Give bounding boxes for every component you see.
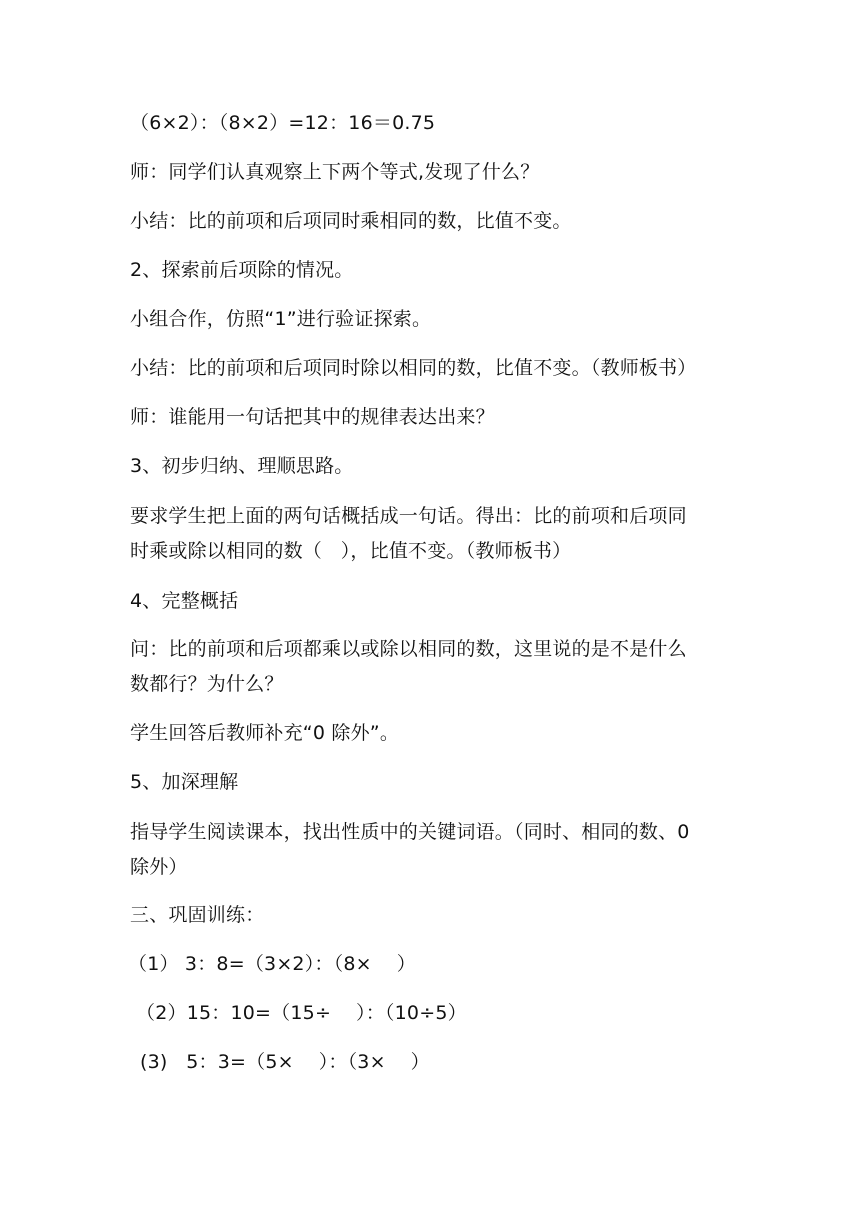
exercise-3: (3) 5：3=（5× ）：（3× ） xyxy=(140,1051,430,1073)
teacher-prompt: 师：谁能用一句话把其中的规律表达出来？ xyxy=(130,406,495,428)
section-heading-practice: 三、巩固训练： xyxy=(130,904,265,926)
question-line: 数都行？为什么？ xyxy=(130,673,284,695)
paragraph-line: 要求学生把上面的两句话概括成一句话。得出：比的前项和后项同 xyxy=(130,505,687,527)
equation-line: （6×2）：（8×2）=12：16＝0.75 xyxy=(130,112,436,134)
section-heading-5: 5、加深理解 xyxy=(130,771,239,793)
section-heading-2: 2、探索前后项除的情况。 xyxy=(130,259,354,281)
summary-multiply: 小结：比的前项和后项同时乘相同的数，比值不变。 xyxy=(130,210,572,232)
guidance-line: 指导学生阅读课本，找出性质中的关键词语。（同时、相同的数、0 xyxy=(130,821,690,843)
answer-supplement: 学生回答后教师补充“0 除外”。 xyxy=(130,722,400,744)
exercise-2: （2）15：10=（15÷ ）：（10÷5） xyxy=(136,1002,467,1024)
section-heading-3: 3、初步归纳、理顺思路。 xyxy=(130,455,354,477)
summary-divide: 小结：比的前项和后项同时除以相同的数，比值不变。（教师板书） xyxy=(130,357,697,379)
exercise-1: （1） 3：8=（3×2）：（8× ） xyxy=(128,953,416,975)
section-heading-4: 4、完整概括 xyxy=(130,590,239,612)
group-work-text: 小组合作，仿照“1”进行验证探索。 xyxy=(130,308,432,330)
guidance-line: 除外） xyxy=(130,856,188,878)
teacher-question: 师：同学们认真观察上下两个等式,发现了什么？ xyxy=(130,161,540,183)
paragraph-line: 时乘或除以相同的数（ ），比值不变。（教师板书） xyxy=(130,540,572,562)
question-line: 问：比的前项和后项都乘以或除以相同的数，这里说的是不是什么 xyxy=(130,638,687,660)
